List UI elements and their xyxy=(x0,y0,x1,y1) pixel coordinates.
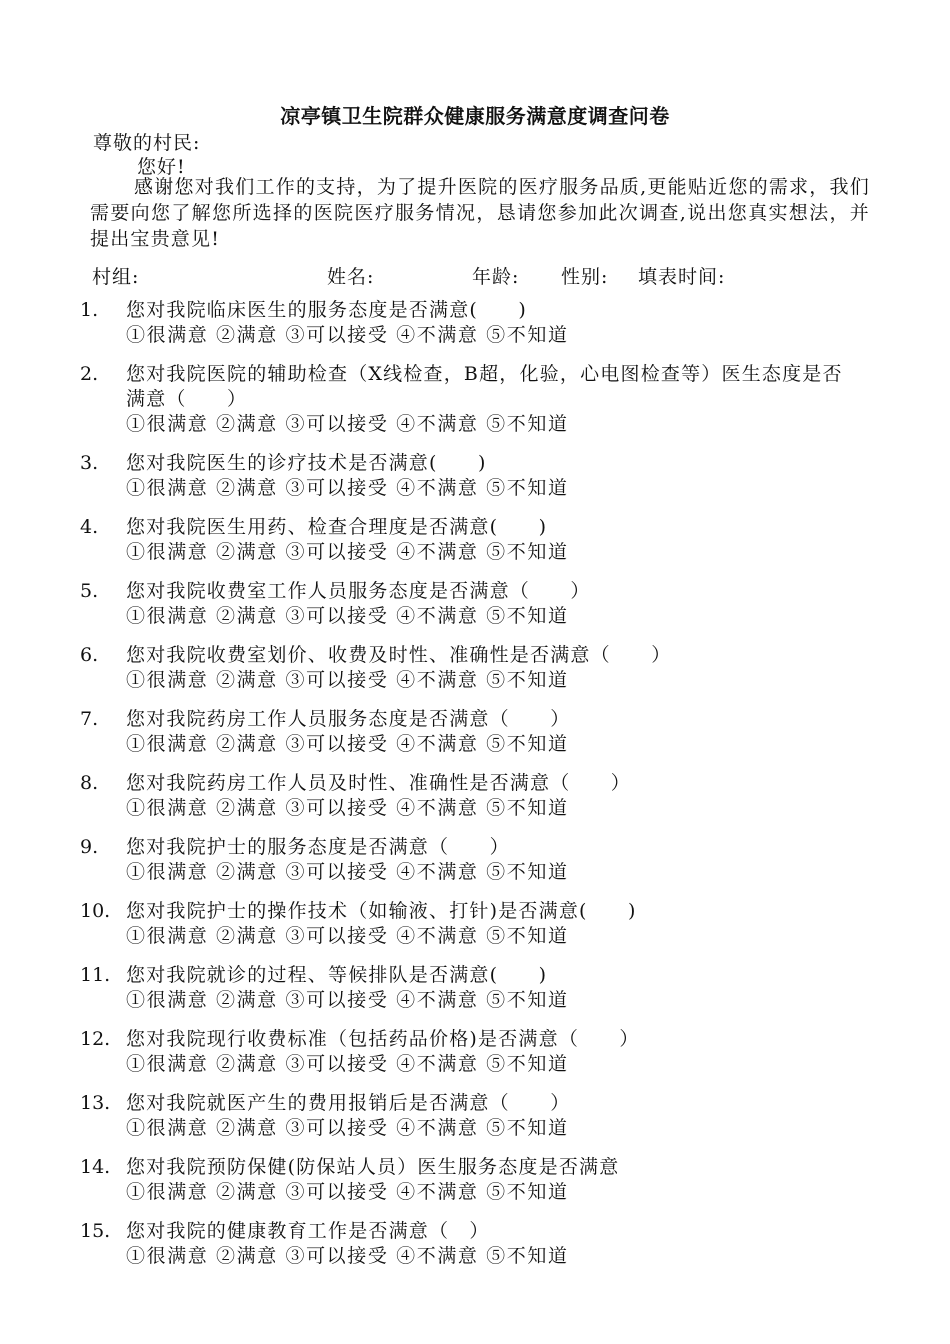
question-item xyxy=(0,451,950,501)
question-item xyxy=(0,835,950,885)
question-options: ①很满意 ②满意 ③可以接受 ④不满意 ⑤不知道 xyxy=(126,989,569,1011)
question-number: 13. xyxy=(80,1092,111,1114)
question-list xyxy=(0,298,950,1283)
village-label: 村组: xyxy=(92,266,140,288)
question-number: 14. xyxy=(80,1156,111,1178)
age-label: 年龄: xyxy=(472,266,520,288)
question-options: ①很满意 ②满意 ③可以接受 ④不满意 ⑤不知道 xyxy=(126,1053,569,1075)
question-item xyxy=(0,298,950,348)
question-number: 12. xyxy=(80,1028,111,1050)
question-item xyxy=(0,579,950,629)
question-number: 9. xyxy=(80,836,99,858)
question-item xyxy=(0,771,950,821)
question-options: ①很满意 ②满意 ③可以接受 ④不满意 ⑤不知道 xyxy=(126,605,569,627)
question-text: 您对我院药房工作人员服务态度是否满意（ ） xyxy=(126,708,571,730)
question-text: 您对我院医生用药、检查合理度是否满意( ) xyxy=(126,516,548,538)
greeting: 尊敬的村民: xyxy=(93,132,201,154)
question-options: ①很满意 ②满意 ③可以接受 ④不满意 ⑤不知道 xyxy=(126,925,569,947)
question-text: 您对我院预防保健(防保站人员）医生服务态度是否满意 xyxy=(126,1156,620,1178)
question-item xyxy=(0,963,950,1013)
question-options: ①很满意 ②满意 ③可以接受 ④不满意 ⑤不知道 xyxy=(126,1245,569,1267)
question-item xyxy=(0,643,950,693)
question-options: ①很满意 ②满意 ③可以接受 ④不满意 ⑤不知道 xyxy=(126,1181,569,1203)
question-text: 您对我院就医产生的费用报销后是否满意（ ） xyxy=(126,1092,571,1114)
question-options: ①很满意 ②满意 ③可以接受 ④不满意 ⑤不知道 xyxy=(126,1117,569,1139)
question-item xyxy=(0,1027,950,1077)
name-label: 姓名: xyxy=(327,266,375,288)
question-text: 您对我院现行收费标准（包括药品价格)是否满意（ ） xyxy=(126,1028,640,1050)
question-text: 您对我院医院的辅助检查（X线检查，B超，化验，心电图检查等）医生态度是否满意（ ） xyxy=(126,363,843,410)
question-item xyxy=(0,1155,950,1205)
question-text: 您对我院临床医生的服务态度是否满意( ) xyxy=(126,299,528,321)
question-item xyxy=(0,899,950,949)
question-number: 15. xyxy=(80,1220,111,1242)
page-title: 凉亭镇卫生院群众健康服务满意度调查问卷 xyxy=(280,104,670,128)
question-text: 您对我院护士的服务态度是否满意（ ） xyxy=(126,836,510,858)
question-number: 4. xyxy=(80,516,99,538)
respondent-info-row xyxy=(0,262,950,290)
question-number: 10. xyxy=(80,900,111,922)
question-text: 您对我院医生的诊疗技术是否满意( ) xyxy=(126,452,487,474)
question-text: 您对我院药房工作人员及时性、准确性是否满意（ ） xyxy=(126,772,632,794)
question-options: ①很满意 ②满意 ③可以接受 ④不满意 ⑤不知道 xyxy=(126,413,569,435)
question-number: 8. xyxy=(80,772,99,794)
date-label: 填表时间: xyxy=(638,266,726,288)
question-number: 1. xyxy=(80,299,99,321)
question-text: 您对我院收费室工作人员服务态度是否满意（ ） xyxy=(126,580,591,602)
question-number: 6. xyxy=(80,644,99,666)
question-number: 7. xyxy=(80,708,99,730)
intro-paragraph: 感谢您对我们工作的支持，为了提升医院的医疗服务品质,更能贴近您的需求，我们需要向您了解您所选择的医院医疗服务情况，恳请您参加此次调查,说出您真实想法，并提出宝贵意见! xyxy=(90,176,870,250)
question-options: ①很满意 ②满意 ③可以接受 ④不满意 ⑤不知道 xyxy=(126,324,569,346)
question-text: 您对我院护士的操作技术（如输液、打针)是否满意( ) xyxy=(126,900,637,922)
hello-text: 您好! xyxy=(137,156,186,178)
question-options: ①很满意 ②满意 ③可以接受 ④不满意 ⑤不知道 xyxy=(126,733,569,755)
question-number: 3. xyxy=(80,452,99,474)
question-options: ①很满意 ②满意 ③可以接受 ④不满意 ⑤不知道 xyxy=(126,861,569,883)
question-options: ①很满意 ②满意 ③可以接受 ④不满意 ⑤不知道 xyxy=(126,669,569,691)
question-options: ①很满意 ②满意 ③可以接受 ④不满意 ⑤不知道 xyxy=(126,797,569,819)
question-number: 2. xyxy=(80,363,99,385)
question-item xyxy=(0,1091,950,1141)
gender-label: 性别: xyxy=(561,266,609,288)
question-options: ①很满意 ②满意 ③可以接受 ④不满意 ⑤不知道 xyxy=(126,477,569,499)
question-number: 11. xyxy=(80,964,111,986)
question-number: 5. xyxy=(80,580,99,602)
question-text: 您对我院的健康教育工作是否满意（ ） xyxy=(126,1220,490,1242)
question-item xyxy=(0,707,950,757)
question-item xyxy=(0,362,950,437)
question-text: 您对我院收费室划价、收费及时性、准确性是否满意（ ） xyxy=(126,644,672,666)
question-text: 您对我院就诊的过程、等候排队是否满意( ) xyxy=(126,964,548,986)
question-item xyxy=(0,1219,950,1269)
question-options: ①很满意 ②满意 ③可以接受 ④不满意 ⑤不知道 xyxy=(126,541,569,563)
question-item xyxy=(0,515,950,565)
